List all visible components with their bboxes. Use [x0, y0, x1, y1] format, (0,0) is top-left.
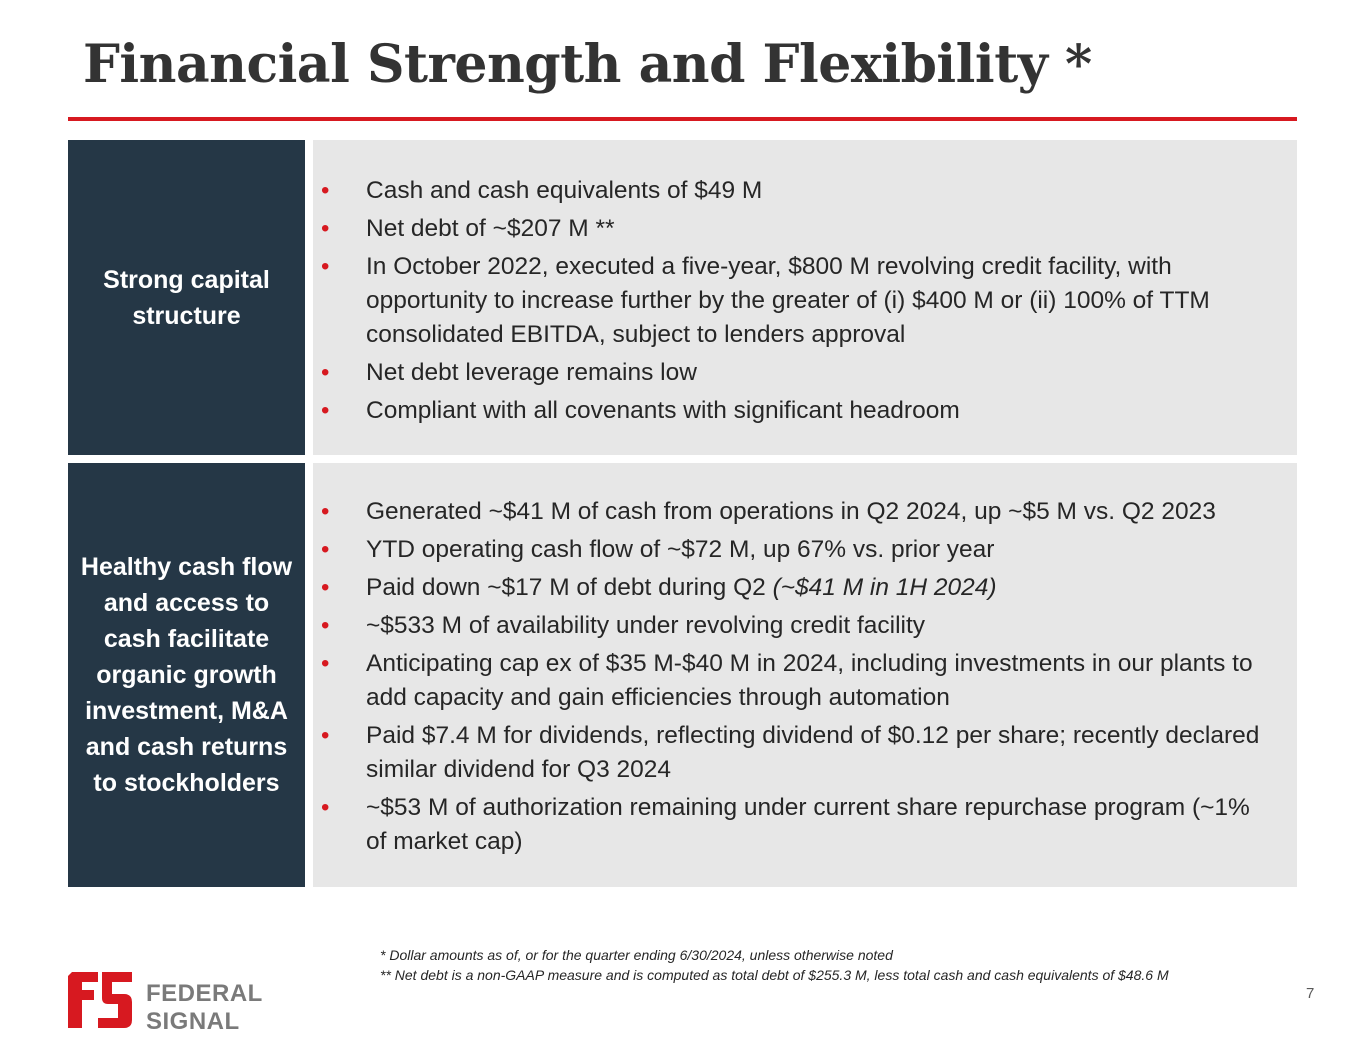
- footnotes: [380, 945, 1169, 985]
- title-divider: [68, 117, 1297, 121]
- bullet-dot-icon: •: [321, 574, 330, 601]
- footnote: ** Net debt is a non-GAAP measure and is computed as total debt of $255.3 M, less total cash and cash equivalents of $48.6 M: [380, 967, 1169, 983]
- bullet-item: • Cash and cash equivalents of $49 M: [313, 174, 1277, 208]
- section-content-capital-structure: [313, 140, 1297, 455]
- bullet-dot-icon: •: [321, 794, 330, 821]
- bullet-list: [313, 174, 1277, 428]
- section-label-capital-structure: [68, 140, 305, 455]
- bullet-item: • Paid down ~$17 M of debt during Q2 (~$41 M in 1H 2024): [313, 571, 1277, 605]
- bullet-item: • Paid $7.4 M for dividends, reflecting dividend of $0.12 per share; recently declared similar dividend for Q3 2024: [313, 719, 1277, 787]
- bullet-dot-icon: •: [321, 498, 330, 525]
- section-content-cash-flow: [313, 463, 1297, 887]
- bullet-item: • Net debt of ~$207 M **: [313, 212, 1277, 246]
- bullet-dot-icon: •: [321, 253, 330, 280]
- bullet-dot-icon: •: [321, 177, 330, 204]
- bullet-dot-icon: •: [321, 536, 330, 563]
- bullet-item: • ~$53 M of authorization remaining under current share repurchase program (~1% of market cap): [313, 791, 1277, 859]
- page-title: Financial Strength and Flexibility *: [83, 34, 1092, 95]
- bullet-dot-icon: •: [321, 650, 330, 677]
- logo-text: FEDERAL SIGNAL: [146, 980, 263, 1035]
- bullet-dot-icon: •: [321, 612, 330, 639]
- bullet-item: • Generated ~$41 M of cash from operations in Q2 2024, up ~$5 M vs. Q2 2023: [313, 495, 1277, 529]
- bullet-dot-icon: •: [321, 359, 330, 386]
- company-logo: [68, 972, 358, 1035]
- bullet-list: [313, 495, 1277, 859]
- bullet-dot-icon: •: [321, 215, 330, 242]
- footnote: * Dollar amounts as of, or for the quarter ending 6/30/2024, unless otherwise noted: [380, 947, 893, 963]
- section-label-text: Strong capital structure: [103, 265, 270, 330]
- section-label-cash-flow: [68, 463, 305, 887]
- section-label-text: Healthy cash flow and access to cash facilitate organic growth investment, M&A and cash returns to stockholders: [80, 553, 293, 797]
- bullet-item: • Net debt leverage remains low: [313, 356, 1277, 390]
- federal-signal-logo-icon: [68, 972, 132, 1028]
- bullet-dot-icon: •: [321, 722, 330, 749]
- bullet-item: • In October 2022, executed a five-year, $800 M revolving credit facility, with opportunity to increase further by the greater of (i) $400 M or (ii) 100% of TTM consolidated EBITDA, subject to lenders approval: [313, 250, 1277, 352]
- bullet-item: • Anticipating cap ex of $35 M-$40 M in 2024, including investments in our plants to add capacity and gain efficiencies through automation: [313, 647, 1277, 715]
- bullet-item: • ~$533 M of availability under revolving credit facility: [313, 609, 1277, 643]
- bullet-item: • Compliant with all covenants with significant headroom: [313, 394, 1277, 428]
- page-number: 7: [1306, 985, 1315, 1002]
- bullet-item: • YTD operating cash flow of ~$72 M, up 67% vs. prior year: [313, 533, 1277, 567]
- bullet-dot-icon: •: [321, 397, 330, 424]
